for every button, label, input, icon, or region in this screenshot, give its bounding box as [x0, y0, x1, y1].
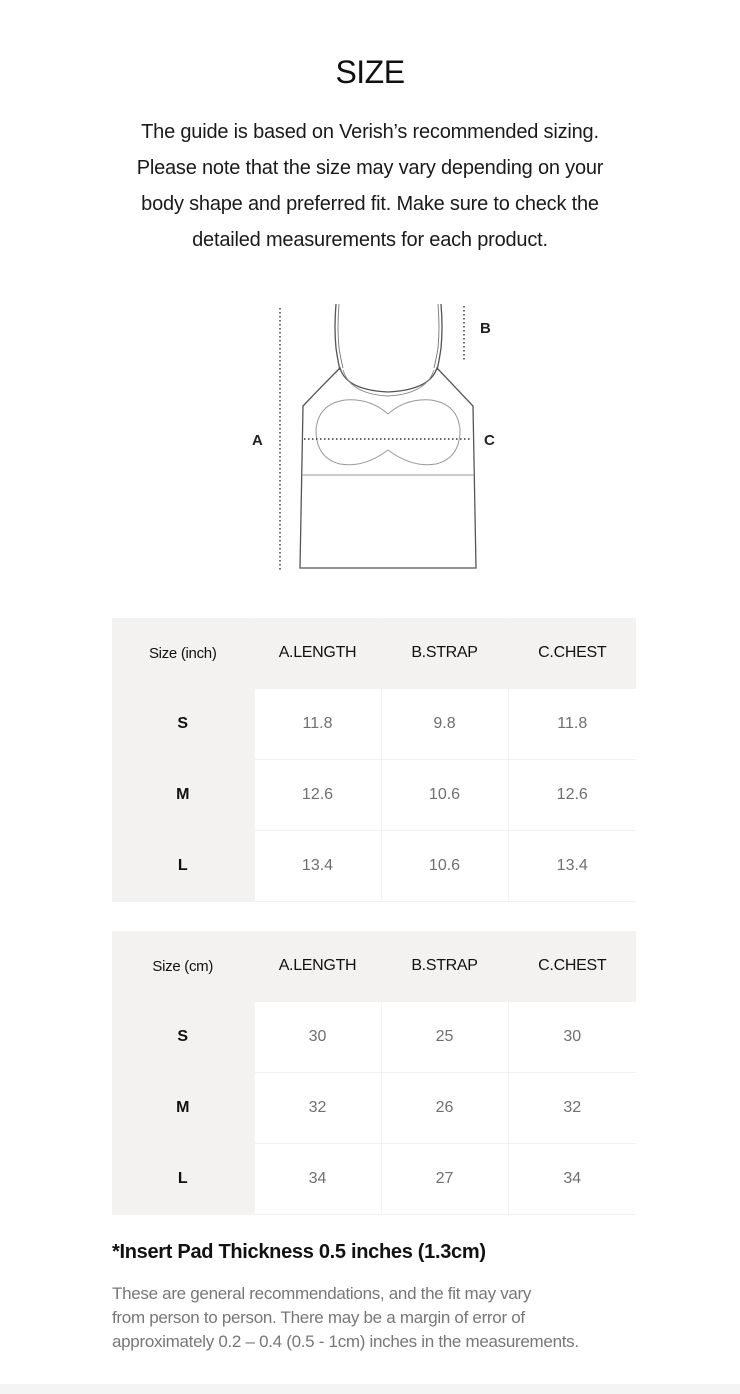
insert-pad-outline	[316, 400, 460, 465]
cell-strap: 9.8	[381, 689, 508, 760]
cell-strap: 10.6	[381, 831, 508, 902]
left-strap-inner	[338, 304, 343, 368]
header-chest: C.CHEST	[508, 618, 636, 689]
cell-chest: 32	[508, 1073, 636, 1144]
cell-length: 11.8	[254, 689, 381, 760]
intro-line: Please note that the size may vary depending on your	[136, 157, 604, 179]
row-size: S	[112, 689, 254, 760]
row-size: L	[112, 1144, 254, 1215]
cell-strap: 10.6	[381, 760, 508, 831]
size-table-inch	[112, 618, 636, 902]
cell-chest: 13.4	[508, 831, 636, 902]
header-size: Size (inch)	[112, 618, 254, 689]
header-strap: B.STRAP	[381, 931, 508, 1002]
intro-line: The guide is based on Verish’s recommended sizing.	[141, 121, 599, 143]
label-c: C	[484, 432, 495, 449]
camisole-outline	[300, 368, 476, 568]
cell-chest: 12.6	[508, 760, 636, 831]
table-header-row	[112, 618, 636, 689]
table-row	[112, 831, 636, 902]
label-a: A	[252, 432, 263, 449]
table-row	[112, 760, 636, 831]
row-size: S	[112, 1002, 254, 1073]
table-row	[112, 1144, 636, 1215]
cell-strap: 25	[381, 1002, 508, 1073]
intro-line: detailed measurements for each product.	[192, 229, 548, 251]
cell-chest: 34	[508, 1144, 636, 1215]
table-row	[112, 689, 636, 760]
cell-length: 13.4	[254, 831, 381, 902]
header-chest: C.CHEST	[508, 931, 636, 1002]
right-strap	[437, 304, 442, 370]
intro-text	[100, 114, 640, 258]
table-row	[112, 1002, 636, 1073]
disclaimer-line: These are general recommendations, and the fit may vary	[112, 1284, 532, 1303]
row-size: L	[112, 831, 254, 902]
page-title: SIZE	[335, 54, 405, 90]
header-size: Size (cm)	[112, 931, 254, 1002]
cell-length: 30	[254, 1002, 381, 1073]
cell-strap: 27	[381, 1144, 508, 1215]
table-header-row	[112, 931, 636, 1002]
disclaimer-line: from person to person. There may be a margin of error of	[112, 1308, 525, 1327]
table-row	[112, 1073, 636, 1144]
cell-length: 34	[254, 1144, 381, 1215]
intro-line: body shape and preferred fit. Make sure to check the	[141, 193, 599, 215]
measurement-disclaimer	[112, 1282, 672, 1354]
header-strap: B.STRAP	[381, 618, 508, 689]
header-length: A.LENGTH	[254, 618, 381, 689]
cell-chest: 11.8	[508, 689, 636, 760]
cell-strap: 26	[381, 1073, 508, 1144]
cell-length: 32	[254, 1073, 381, 1144]
row-size: M	[112, 760, 254, 831]
header-length: A.LENGTH	[254, 931, 381, 1002]
size-table-cm	[112, 931, 636, 1215]
row-size: M	[112, 1073, 254, 1144]
camisole-diagram	[240, 298, 510, 578]
cell-chest: 30	[508, 1002, 636, 1073]
left-strap	[335, 304, 340, 370]
pad-thickness-note: *Insert Pad Thickness 0.5 inches (1.3cm)	[112, 1241, 486, 1263]
label-b: B	[480, 320, 491, 337]
right-strap-inner	[434, 304, 439, 368]
cell-length: 12.6	[254, 760, 381, 831]
bottom-edge	[0, 1384, 740, 1394]
disclaimer-line: approximately 0.2 – 0.4 (0.5 - 1cm) inches in the measurements.	[112, 1332, 579, 1351]
